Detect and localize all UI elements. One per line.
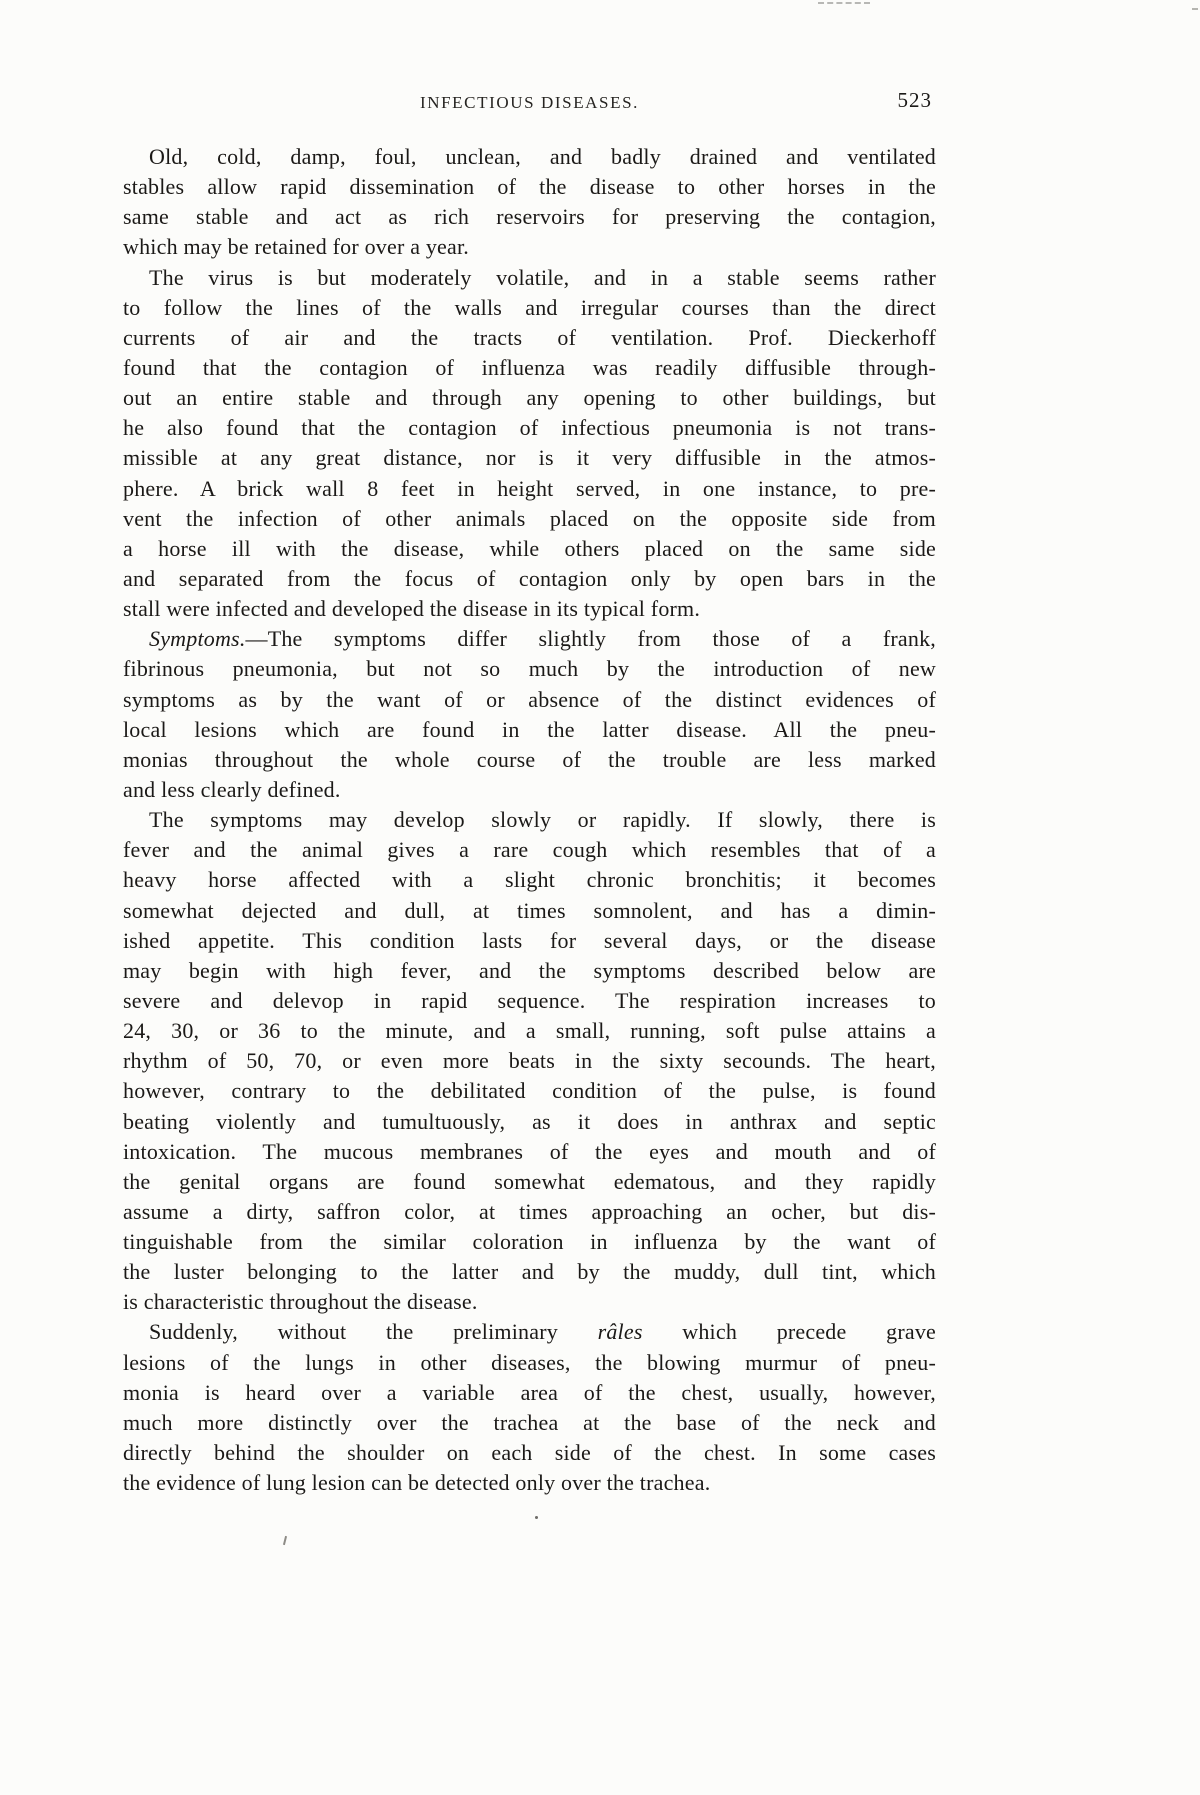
text-line xyxy=(123,624,936,654)
line-text: Suddenly, without the preliminary xyxy=(149,1319,598,1345)
text-line xyxy=(123,1317,936,1347)
text-line: out an entire stable and through any opening to other buildings, but xyxy=(123,385,936,411)
text-line: the luster belonging to the latter and by the muddy, dull tint, which xyxy=(123,1259,936,1285)
text-line: and separated from the focus of contagion only by open bars in the xyxy=(123,565,936,591)
scan-artifact-top-dashes xyxy=(818,2,870,4)
paragraph-symptom-course xyxy=(123,805,936,1317)
text-line: severe and delevop in rapid sequence. The respiration increases to xyxy=(123,987,936,1013)
text-line: however, contrary to the debilitated condition of the pulse, is found xyxy=(123,1078,936,1104)
text-block xyxy=(123,142,936,1498)
text-line: same stable and act as rich reservoirs for preserving the contagion, xyxy=(123,204,936,230)
text-line: lesions of the lungs in other diseases, the blowing murmur of pneu- xyxy=(123,1349,936,1375)
page-content xyxy=(123,90,936,1498)
text-line: much more distinctly over the trachea at the base of the neck and xyxy=(123,1409,936,1435)
text-line: monias throughout the whole course of the trouble are less marked xyxy=(123,746,936,772)
line-text: which precede grave xyxy=(642,1319,936,1345)
text-line: ished appetite. This condition lasts for several days, or the disease xyxy=(123,927,936,953)
paragraph-auscultation xyxy=(123,1317,936,1498)
text-line: monia is heard over a variable area of the chest, usually, however, xyxy=(123,1379,936,1405)
text-line: currents of air and the tracts of ventilation. Prof. Dieckerhoff xyxy=(123,324,936,350)
text-line: a horse ill with the disease, while others placed on the same side xyxy=(123,535,936,561)
scan-artifact-bottom-dot xyxy=(535,1516,538,1519)
text-line: tinguishable from the similar coloration in influenza by the want of xyxy=(123,1229,936,1255)
text-line: assume a dirty, saffron color, at times approaching an ocher, but dis- xyxy=(123,1198,936,1224)
scan-artifact-right-edge xyxy=(1192,8,1198,10)
text-line: he also found that the contagion of infectious pneumonia is not trans- xyxy=(123,415,936,441)
italic-text: râles xyxy=(597,1319,643,1345)
text-line: Old, cold, damp, foul, unclean, and badly drained and ventilated xyxy=(149,144,936,169)
text-line: heavy horse affected with a slight chronic bronchitis; it becomes xyxy=(123,867,936,893)
line-text: —The symptoms differ slightly from those of a frank, xyxy=(245,626,936,652)
text-line: stall were infected and developed the disease in its typical form. xyxy=(123,596,701,622)
text-line: may begin with high fever, and the symptoms described below are xyxy=(123,957,936,983)
text-line: which may be retained for over a year. xyxy=(123,234,470,260)
text-line: The symptoms may develop slowly or rapidly. If slowly, there is xyxy=(149,807,936,833)
page-number: 523 xyxy=(897,88,932,112)
text-line: The virus is but moderately volatile, and in a stable seems rather xyxy=(149,264,936,290)
page-header xyxy=(123,90,936,116)
text-line: beating violently and tumultuously, as it does in anthrax and septic xyxy=(123,1108,936,1134)
text-line: phere. A brick wall 8 feet in height served, in one instance, to pre- xyxy=(123,475,936,501)
running-title: INFECTIOUS DISEASES. xyxy=(419,93,640,112)
text-line: to follow the lines of the walls and irregular courses than the direct xyxy=(123,294,936,320)
text-line: missible at any great distance, nor is it very diffusible in the atmos- xyxy=(123,445,936,471)
text-line: 24, 30, or 36 to the minute, and a small, running, soft pulse attains a xyxy=(123,1018,936,1044)
paragraph-stables xyxy=(123,142,936,263)
text-line: and less clearly defined. xyxy=(123,776,341,802)
text-line: somewhat dejected and dull, at times somnolent, and has a dimin- xyxy=(123,897,936,923)
paragraph-symptoms-intro xyxy=(123,624,936,805)
text-line: the evidence of lung lesion can be detected only over the trachea. xyxy=(123,1470,711,1496)
text-line: local lesions which are found in the latter disease. All the pneu- xyxy=(123,716,936,742)
text-line: fever and the animal gives a rare cough which resembles that of a xyxy=(123,837,936,863)
text-line: stables allow rapid dissemination of the disease to other horses in the xyxy=(123,174,936,200)
text-line: is characteristic throughout the disease. xyxy=(123,1289,478,1315)
text-line: rhythm of 50, 70, or even more beats in the sixty secounds. The heart, xyxy=(123,1048,936,1074)
scan-artifact-bottom-left xyxy=(283,1536,287,1545)
paragraph-virus-volatility xyxy=(123,263,936,625)
text-line: vent the infection of other animals placed on the opposite side from xyxy=(123,505,936,531)
text-line: intoxication. The mucous membranes of the eyes and mouth and of xyxy=(123,1138,936,1164)
text-line: symptoms as by the want of or absence of the distinct evidences of xyxy=(123,686,936,712)
text-line: the genital organs are found somewhat edematous, and they rapidly xyxy=(123,1168,936,1194)
text-line: fibrinous pneumonia, but not so much by the introduction of new xyxy=(123,656,936,682)
italic-text: Symptoms. xyxy=(149,626,246,652)
text-line: found that the contagion of influenza was readily diffusible through- xyxy=(123,354,936,380)
text-line: directly behind the shoulder on each side of the chest. In some cases xyxy=(123,1440,936,1466)
